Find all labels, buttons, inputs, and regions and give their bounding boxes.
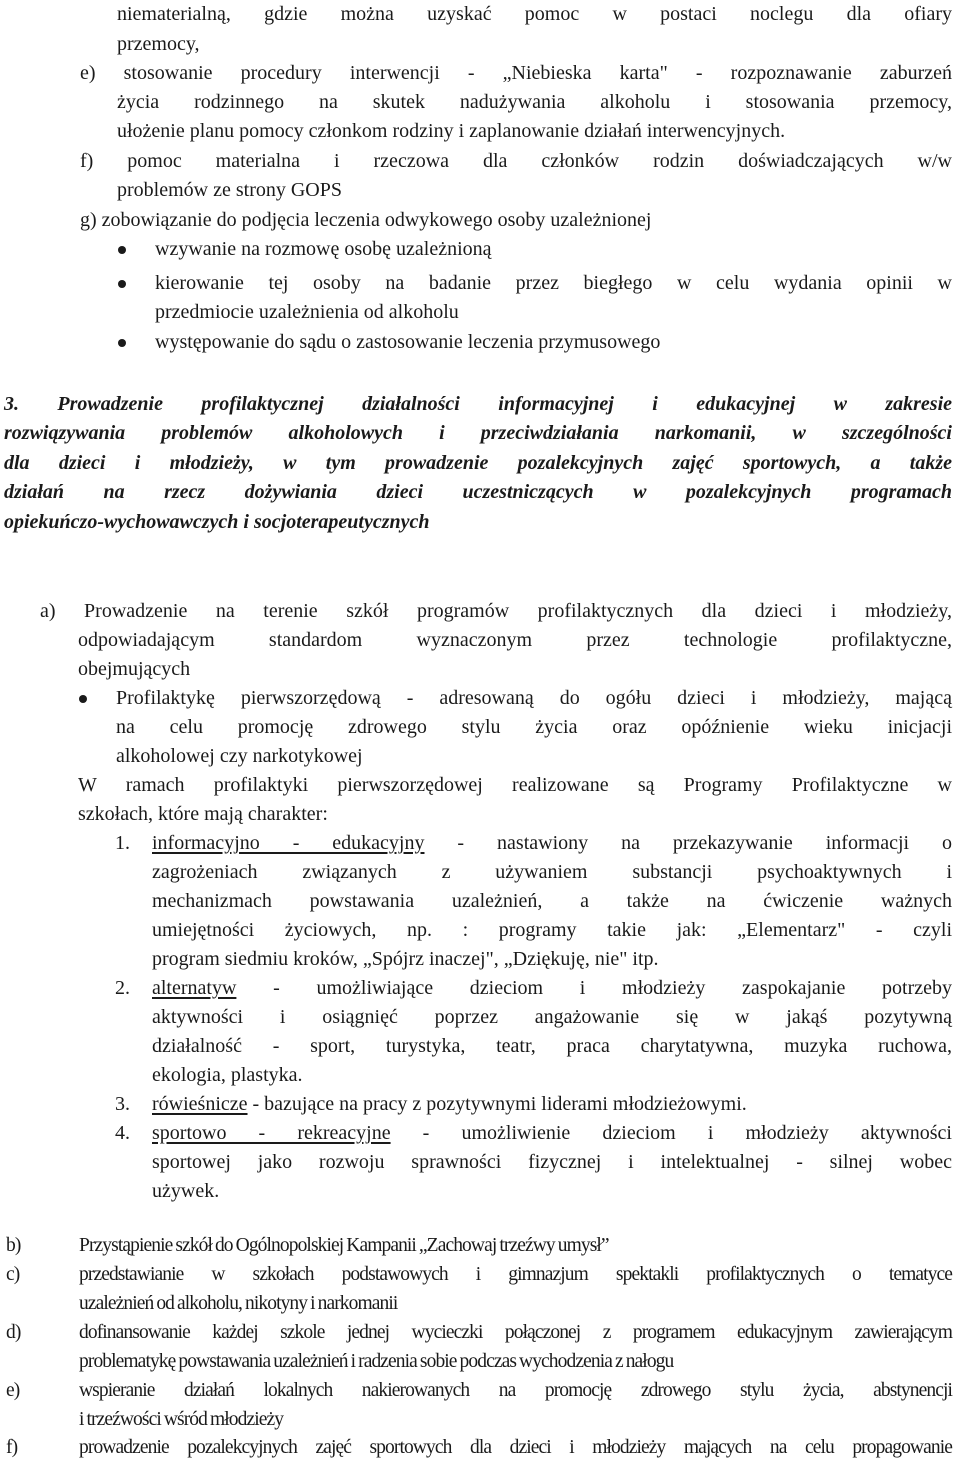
text-line: umiejętności życiowych, np. : programy takie jak: „Elementarz" - czyli <box>152 919 952 941</box>
text-line: sportowej jako rozwoju sprawności fizycznej i intelektualnej - silnej wobec <box>152 1151 952 1173</box>
list-item-c: przedstawianie w szkołach podstawowych i gimnazjum spektakli profilaktycznych o tematyce <box>79 1264 952 1285</box>
list-label: e) <box>6 1380 20 1401</box>
section-heading: opiekuńczo-wychowawczych i socjoterapeutycznych <box>4 511 430 533</box>
text-line: problematykę powstawania uzależnień i radzenia sobie podczas wychodzenia z nałogu <box>79 1351 674 1372</box>
list-label: f) <box>6 1437 18 1458</box>
text-line: na celu promocję zdrowego stylu życia oraz opóźnienie wieku inicjacji <box>116 716 952 738</box>
text-line: program siedmiu kroków, „Spójrz inaczej", „Dziękuję, nie" itp. <box>152 948 659 970</box>
list-item-f: f) pomoc materialna i rzeczowa dla członków rodzin doświadczających w/w <box>80 150 952 172</box>
list-item-e: e) stosowanie procedury interwencji - „Niebieska karta" - rozpoznawanie zaburzeń <box>80 62 952 84</box>
list-item-b: Przystąpienie szkół do Ogólnopolskiej Kampanii „Zachowaj trzeźwy umysł” <box>79 1235 609 1256</box>
text-line: niematerialną, gdzie można uzyskać pomoc w postaci noclegu dla ofiary <box>117 3 952 25</box>
text-line: W ramach profilaktyki pierwszorzędowej realizowane są Programy Profilaktyczne w <box>78 774 952 796</box>
program-item <box>152 1094 747 1114</box>
text-line: życia rodzinnego na skutek nadużywania alkoholu i stosowania przemocy, <box>117 91 952 113</box>
text-line: zagrożeniach związanych z używaniem substancji psychoaktywnych i <box>152 861 952 883</box>
section-heading: działań na rzecz dożywiania dzieci uczestniczących w pozalekcyjnych programach <box>4 481 952 503</box>
text-line: obejmujących <box>78 658 191 680</box>
program-description: - umożliwienie dzieciom i młodzieży aktywności <box>390 1122 952 1144</box>
program-description: - nastawiony na przekazywanie informacji o <box>424 832 952 854</box>
bullet-item: występowanie do sądu o zastosowanie leczenia przymusowego <box>155 331 661 353</box>
bullet-icon <box>79 695 87 703</box>
program-name: sportowo - rekreacyjne <box>152 1122 391 1144</box>
list-number: 4. <box>115 1122 130 1144</box>
program-description: - bazujące na pracy z pozytywnymi liderami młodzieżowymi. <box>247 1093 747 1115</box>
text-line: działalność - sport, turystyka, teatr, praca charytatywna, muzyka ruchowa, <box>152 1035 952 1057</box>
text-line: ułożenie planu pomocy członkom rodziny i zaplanowanie działań interwencyjnych. <box>117 120 786 142</box>
list-item-e2: wspieranie działań lokalnych nakierowanych na promocję zdrowego stylu życia, abstynencji <box>79 1380 952 1401</box>
text-line: aktywności i osiągnięć poprzez angażowanie się w jakąś pozytywną <box>152 1006 952 1028</box>
text-line: używek. <box>152 1180 220 1202</box>
program-name: rówieśnicze <box>152 1093 248 1115</box>
bullet-icon <box>118 339 126 347</box>
program-name: alternatyw <box>152 977 237 999</box>
text-line: uzależnień od alkoholu, nikotyny i narkomanii <box>79 1293 398 1314</box>
list-label: d) <box>6 1322 21 1343</box>
text-line: przemocy, <box>117 33 200 55</box>
text-line: ekologia, plastyka. <box>152 1064 303 1086</box>
program-item <box>152 833 952 853</box>
bullet-icon <box>118 280 126 288</box>
text-line: alkoholowej czy narkotykowej <box>116 745 363 767</box>
bullet-item: kierowanie tej osoby na badanie przez biegłego w celu wydania opinii w <box>155 272 952 294</box>
text-line: odpowiadającym standardom wyznaczonym przez technologie profilaktyczne, <box>78 629 952 651</box>
list-item-g: g) zobowiązanie do podjęcia leczenia odwykowego osoby uzależnionej <box>80 209 652 231</box>
bullet-icon <box>118 246 126 254</box>
list-item-d: dofinansowanie każdej szkole jednej wycieczki połączonej z programem edukacyjnym zawierającym <box>79 1322 952 1343</box>
text-line: problemów ze strony GOPS <box>117 179 342 201</box>
list-label: c) <box>6 1264 20 1285</box>
bullet-item: Profilaktykę pierwszorzędową - adresowaną do ogółu dzieci i młodzieży, mającą <box>116 687 952 709</box>
section-heading: dla dzieci i młodzieży, w tym prowadzenie pozalekcyjnych zajęć sportowych, a także <box>4 452 952 474</box>
list-item-f2: prowadzenie pozalekcyjnych zajęć sportowych dla dzieci i młodzieży mających na celu propagowanie <box>79 1437 952 1458</box>
list-number: 3. <box>115 1093 130 1115</box>
program-item <box>152 1123 952 1143</box>
section-heading: rozwiązywania problemów alkoholowych i przeciwdziałania narkomanii, w szczególności <box>4 422 952 444</box>
text-line: szkołach, które mają charakter: <box>78 803 328 825</box>
list-label: b) <box>6 1235 21 1256</box>
list-number: 1. <box>115 832 130 854</box>
list-item-a: a) Prowadzenie na terenie szkół programów profilaktycznych dla dzieci i młodzieży, <box>40 600 952 622</box>
bullet-item: wzywanie na rozmowę osobę uzależnioną <box>155 238 492 260</box>
program-item <box>152 978 952 998</box>
program-description: - umożliwiające dzieciom i młodzieży zaspokajanie potrzeby <box>236 977 952 999</box>
section-heading: 3. Prowadzenie profilaktycznej działalności informacyjnej i edukacyjnej w zakresie <box>4 393 952 415</box>
program-name: informacyjno - edukacyjny <box>152 832 425 854</box>
list-number: 2. <box>115 977 130 999</box>
text-line: i trzeźwości wśród młodzieży <box>79 1409 284 1430</box>
text-line: mechanizmach powstawania uzależnień, a także na ćwiczenie ważnych <box>152 890 952 912</box>
text-line: przedmiocie uzależnienia od alkoholu <box>155 301 459 323</box>
